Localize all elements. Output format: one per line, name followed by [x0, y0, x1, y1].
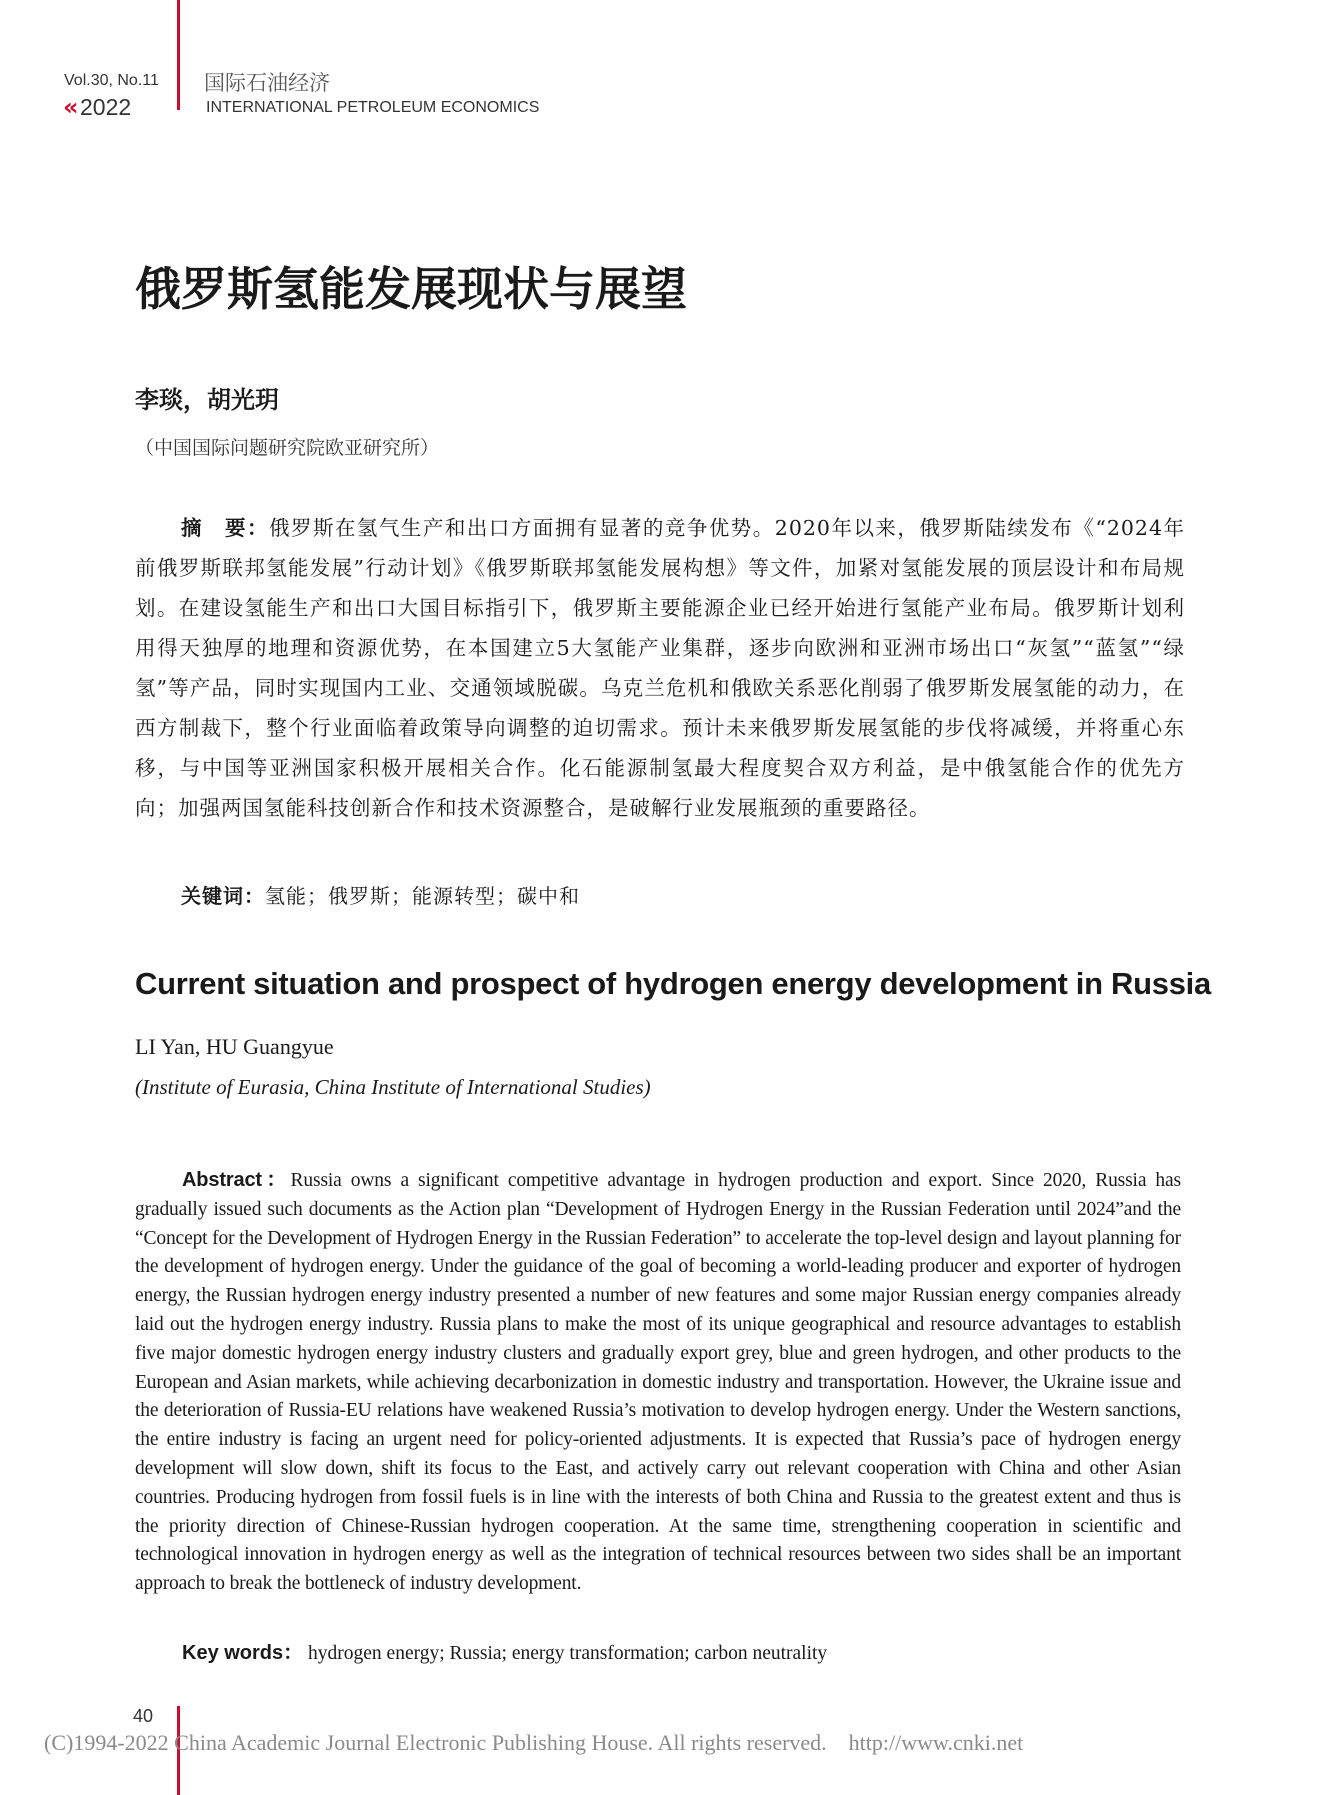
affiliation-en: (Institute of Eurasia, China Institute of International Studies) — [135, 1075, 651, 1099]
affiliation-cn: （中国国际问题研究院欧亚研究所） — [135, 437, 440, 459]
keywords-cn — [181, 880, 580, 909]
keywords-en-label: Key words： — [182, 1642, 304, 1664]
keywords-en — [182, 1636, 827, 1665]
keywords-cn-text: 氢能；俄罗斯；能源转型；碳中和 — [265, 884, 580, 908]
abstract-cn — [135, 508, 1185, 828]
journal-name-cn: 国际石油经济 — [204, 71, 330, 95]
copyright-watermark: (C)1994-2022 China Academic Journal Electronic Publishing House. All rights reserved. http://www.cnki.net — [44, 1730, 1024, 1755]
keywords-en-text: hydrogen energy; Russia; energy transformation; carbon neutrality — [308, 1643, 828, 1664]
journal-name-en: INTERNATIONAL PETROLEUM ECONOMICS — [206, 99, 540, 116]
abstract-en-label: Abstract： — [182, 1169, 291, 1191]
article-title-cn: 俄罗斯氢能发展现状与展望 — [135, 262, 687, 316]
header-red-rule — [177, 0, 180, 110]
abstract-cn-label: 摘 要： — [181, 516, 269, 540]
chevron-icon: « — [63, 93, 79, 121]
article-title-en: Current situation and prospect of hydrogen energy development in Russia — [135, 966, 1211, 1001]
year: 2022 — [80, 94, 132, 120]
keywords-cn-label: 关键词： — [181, 884, 265, 908]
authors-cn: 李琰，胡光玥 — [135, 386, 279, 414]
authors-en: LI Yan, HU Guangyue — [135, 1034, 334, 1059]
abstract-cn-text: 俄罗斯在氢气生产和出口方面拥有显著的竞争优势。2020年以来，俄罗斯陆续发布《“2024年前俄罗斯联邦氢能发展”行动计划》《俄罗斯联邦氢能发展构想》等文件，加紧对氢能发展的顶层设计和布局规划。在建设氢能生产和出口大国目标指引下，俄罗斯主要能源企业已经开始进行氢能产业布局。俄罗斯计划利用得天独厚的地理和资源优势，在本国建立5大氢能产业集群，逐步向欧洲和亚洲市场出口“灰氢”“蓝氢”“绿氢”等产品，同时实现国内工业、交通领域脱碳。乌克兰危机和俄欧关系恶化削弱了俄罗斯发展氢能的动力，在西方制裁下，整个行业面临着政策导向调整的迫切需求。预计未来俄罗斯发展氢能的步伐将减缓，并将重心东移，与中国等亚洲国家积极开展相关合作。化石能源制氢最大程度契合双方利益，是中俄氢能合作的优先方向；加强两国氢能科技创新合作和技术资源整合，是破解行业发展瓶颈的重要路径。 — [135, 516, 1185, 820]
abstract-en-text: Russia owns a significant competitive advantage in hydrogen production and export. Since 2020, Russia has gradually issued such documents as the Action plan “Development of Hydrogen Energy in the Russian Federation until 2024”and the “Concept for the Development of Hydrogen Energy in the Russian Federation” to accelerate the top-level design and layout planning for the development of hydrogen energy. Under the guidance of the goal of becoming a world-leading producer and exporter of hydrogen energy, the Russian hydrogen energy industry presented a number of new features and some major Russian energy companies already laid out the hydrogen energy industry. Russia plans to make the most of its unique geographical and resource advantages to establish five major domestic hydrogen energy industry clusters and gradually export grey, blue and green hydrogen, and other products to the European and Asian markets, while achieving decarbonization in domestic industry and transportation. However, the Ukraine issue and the deterioration of Russia-EU relations have weakened Russia’s motivation to develop hydrogen energy. Under the Western sanctions, the entire industry is facing an urgent need for policy-oriented adjustments. It is expected that Russia’s pace of hydrogen energy development will slow down, shift its focus to the East, and actively carry out relevant cooperation with China and other Asian countries. Producing hydrogen from fossil fuels is in line with the interests of both China and Russia to the greatest extent and thus is the priority direction of Chinese-Russian hydrogen cooperation. At the same time, strengthening cooperation in scientific and technological innovation in hydrogen energy as well as the integration of technical resources between two sides shall be an important approach to break the bottleneck of industry development. — [135, 1170, 1181, 1595]
volume-issue: Vol.30, No.11 — [64, 72, 159, 89]
page-number: 40 — [133, 1706, 154, 1726]
abstract-en — [135, 1166, 1181, 1599]
